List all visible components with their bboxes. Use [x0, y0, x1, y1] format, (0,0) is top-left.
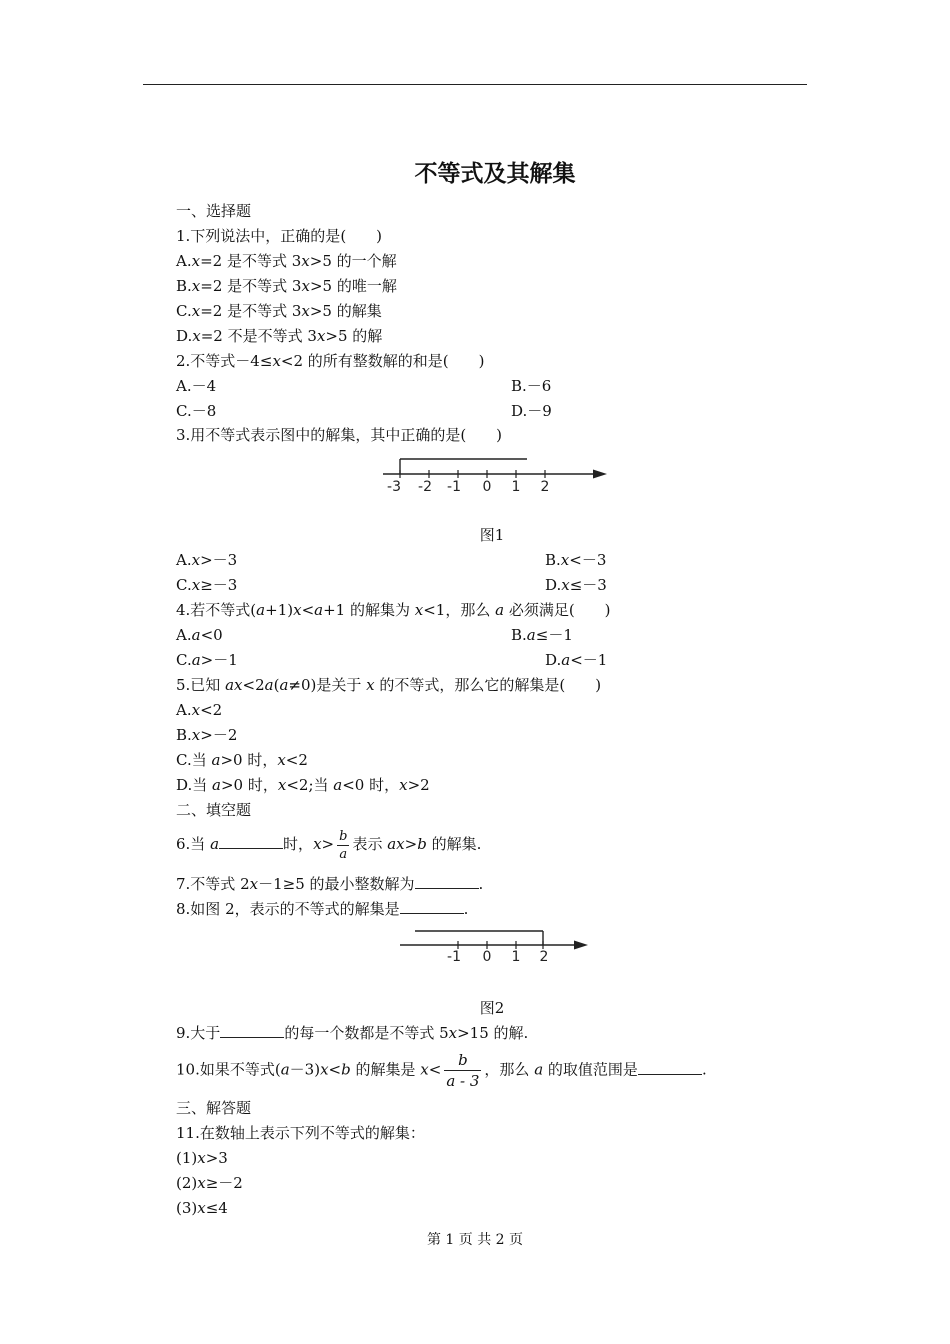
- q5-stem: 5.已知 ax<2a(a≠0)是关于 x 的不等式，那么它的解集是( ): [176, 676, 602, 694]
- fig2-label: 1: [511, 949, 521, 965]
- q11-stem: 11.在数轴上表示下列不等式的解集：: [176, 1124, 425, 1142]
- answer-blank[interactable]: [220, 1023, 284, 1038]
- fig1-label: 2: [540, 479, 550, 495]
- q4-option-b: B.a≤－1: [511, 626, 573, 644]
- q1-option-c: C.x=2 是不等式 3x>5 的解集: [176, 302, 382, 320]
- fig2-label: -1: [447, 949, 461, 965]
- q8-stem: 8.如图 2，表示的不等式的解集是 .: [176, 900, 469, 918]
- q3-option-d: D.x≤－3: [545, 576, 607, 594]
- figure-1-number-line: [375, 450, 615, 496]
- fig1-label: -3: [387, 479, 401, 495]
- q4-option-c: C.a>－1: [176, 651, 238, 669]
- q4-option-a: A.a<0: [176, 626, 223, 644]
- q2-option-a: A.－4: [176, 377, 217, 395]
- q5-option-c: C.当 a>0 时，x<2: [176, 751, 308, 769]
- section-heading-1: 一、选择题: [176, 202, 252, 220]
- q1-option-a: A.x=2 是不等式 3x>5 的一个解: [176, 252, 397, 270]
- fraction-b-over-a-minus-3: $\frac{b}{a - 3}$: [446, 1051, 480, 1090]
- q6-stem: 6.当 a 时，x> $\frac{b}{a}$ 表示 ax>b 的解集.: [176, 828, 482, 862]
- q5-option-d: D.当 a>0 时，x<2;当 a<0 时，x>2: [176, 776, 430, 794]
- section-heading-3: 三、解答题: [176, 1099, 252, 1117]
- answer-blank[interactable]: [400, 899, 464, 914]
- q9-stem: 9.大于 的每一个数都是不等式 5x>15 的解.: [176, 1024, 529, 1042]
- q1-option-b: B.x=2 是不等式 3x>5 的唯一解: [176, 277, 397, 295]
- q11-part-1: (1)x>3: [176, 1149, 228, 1167]
- q11-part-2: (2)x≥－2: [176, 1174, 243, 1192]
- answer-blank[interactable]: [638, 1060, 702, 1075]
- figure-2-number-line: [395, 924, 595, 968]
- q2-option-c: C.－8: [176, 402, 217, 420]
- fig1-label: 0: [482, 479, 492, 495]
- section-heading-2: 二、填空题: [176, 801, 252, 819]
- q3-stem: 3.用不等式表示图中的解集，其中正确的是( ): [176, 426, 503, 444]
- q2-stem: 2.不等式－4≤x<2 的所有整数解的和是( ): [176, 352, 485, 370]
- q1-stem: 1.下列说法中，正确的是( ): [176, 227, 383, 245]
- q2-option-d: D.－9: [511, 402, 552, 420]
- header-rule: [143, 84, 807, 85]
- answer-blank[interactable]: [219, 834, 283, 849]
- fraction-b-over-a: $\frac{b}{a}$: [339, 828, 348, 862]
- q1-option-d: D.x=2 不是不等式 3x>5 的解: [176, 327, 383, 345]
- fig2-arrow: [574, 941, 588, 950]
- fig1-label: -2: [418, 479, 432, 495]
- q7-stem: 7.不等式 2x－1≥5 的最小整数解为 .: [176, 875, 484, 893]
- q4-stem: 4.若不等式(a+1)x<a+1 的解集为 x<1，那么 a 必须满足( ): [176, 601, 611, 619]
- fig1-label: -1: [447, 479, 461, 495]
- q2-option-b: B.－6: [511, 377, 552, 395]
- q3-option-b: B.x<－3: [545, 551, 607, 569]
- figure-1-caption: 图1: [479, 526, 505, 544]
- page-title: 不等式及其解集: [414, 161, 576, 187]
- q11-part-3: (3)x≤4: [176, 1199, 228, 1217]
- fig2-label: 2: [539, 949, 549, 965]
- q5-option-b: B.x>－2: [176, 726, 238, 744]
- fig1-label: 1: [511, 479, 521, 495]
- q4-option-d: D.a<－1: [545, 651, 608, 669]
- q5-option-a: A.x<2: [176, 701, 223, 719]
- answer-blank[interactable]: [415, 874, 479, 889]
- fig2-label: 0: [482, 949, 492, 965]
- figure-2-caption: 图2: [479, 999, 505, 1017]
- q3-option-a: A.x>－3: [176, 551, 238, 569]
- q3-option-c: C.x≥－3: [176, 576, 238, 594]
- page-footer: 第 1 页 共 2 页: [426, 1232, 524, 1248]
- fig1-arrow: [593, 470, 607, 479]
- q10-stem: 10.如果不等式(a－3)x<b 的解集是 x< $\frac{b}{a - 3}$ ，那么 a 的取值范围是 .: [176, 1051, 707, 1090]
